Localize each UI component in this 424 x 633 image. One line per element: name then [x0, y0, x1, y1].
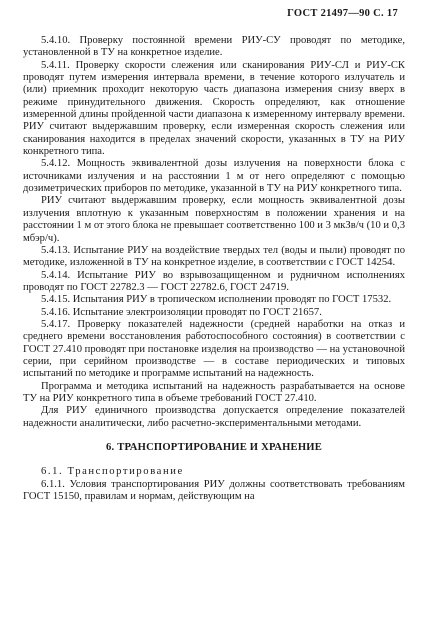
paragraph-5-4-11: 5.4.11. Проверку скорости слежения или сканирования РИУ-СЛ и РИУ-СК проводят путем измерения интервала времени, в течение которого излучатель и (или) приемник проходит некоторую часть диапазона измерения снизу вверх в режиме принудительного движения. Скорость определяют, как отношение измеренной длины пройденной части диапазона к измеренному интервалу времени. РИУ считают выдержавшим проверку, если измеренная скорость слежения или сканирования находится в пределах значений скорости, указанных в ТУ на РИУ конкретного типа.: [23, 59, 405, 158]
paragraph-single-production: Для РИУ единичного производства допускается определение показателей надежности аналитически, либо расчетно-экспериментальными методами.: [23, 405, 405, 429]
document-body: [23, 35, 405, 503]
spacer: [23, 454, 405, 466]
paragraph-reliability-program: Программа и методика испытаний на надежность разрабатывается на основе ТУ на РИУ конкретного типа в объеме требований ГОСТ 27.410.: [23, 380, 405, 404]
section-title: 6. ТРАНСПОРТИРОВАНИЕ И ХРАНЕНИЕ: [106, 442, 322, 453]
paragraph-5-4-14: 5.4.14. Испытание РИУ во взрывозащищенном и рудничном исполнениях проводят по ГОСТ 22782.3 — ГОСТ 22782.6, ГОСТ 24719.: [23, 269, 405, 293]
paragraph-dose-requirement: РИУ считают выдержавшим проверку, если мощность эквивалентной дозы излучения вплотную к указанным поверхностям в положении хранения и на расстоянии 1 м от этого блока не превышает соответственно 100 и 3 мкЗв/ч (10 и 0,3 мбэр/ч).: [23, 195, 405, 244]
spacer: [23, 430, 405, 442]
paragraph-5-4-10: 5.4.10. Проверку постоянной времени РИУ-СУ проводят по методике, установленной в ТУ на конкретное изделие.: [23, 35, 405, 59]
paragraph-5-4-15: 5.4.15. Испытания РИУ в тропическом исполнении проводят по ГОСТ 17532.: [41, 294, 392, 306]
paragraph-6-1-1: 6.1.1. Условия транспортирования РИУ должны соответствовать требованиям ГОСТ 15150, правилам и нормам, действующим на: [23, 478, 405, 503]
paragraph-5-4-12: 5.4.12. Мощность эквивалентной дозы излучения на поверхности блока с источниками излучения и на расстоянии 1 м от него определяют с помощью дозиметрических приборов по методике, указанной в ТУ на РИУ конкретного типа.: [23, 158, 405, 195]
paragraph-5-4-17: 5.4.17. Проверку показателей надежности (средней наработки на отказ и среднего времени восстановления работоспособного состояния) в соответствии с ГОСТ 27.410 проводят при постановке изделия на производство — на установочной серии, при серийном производстве — в составе периодических и типовых испытаний по методике и программе испытаний на надежность.: [23, 318, 405, 380]
paragraph-5-4-16: 5.4.16. Испытание электроизоляции проводят по ГОСТ 21657.: [41, 306, 322, 318]
page-header: ГОСТ 21497—90 С. 17: [287, 8, 398, 19]
paragraph-5-4-13: 5.4.13. Испытание РИУ на воздействие твердых тел (воды и пыли) проводят по методике, изложенной в ТУ на конкретное изделие, в соответствии с ГОСТ 14254.: [23, 244, 405, 269]
subsection-title: 6.1. Транспортирование: [41, 466, 184, 478]
